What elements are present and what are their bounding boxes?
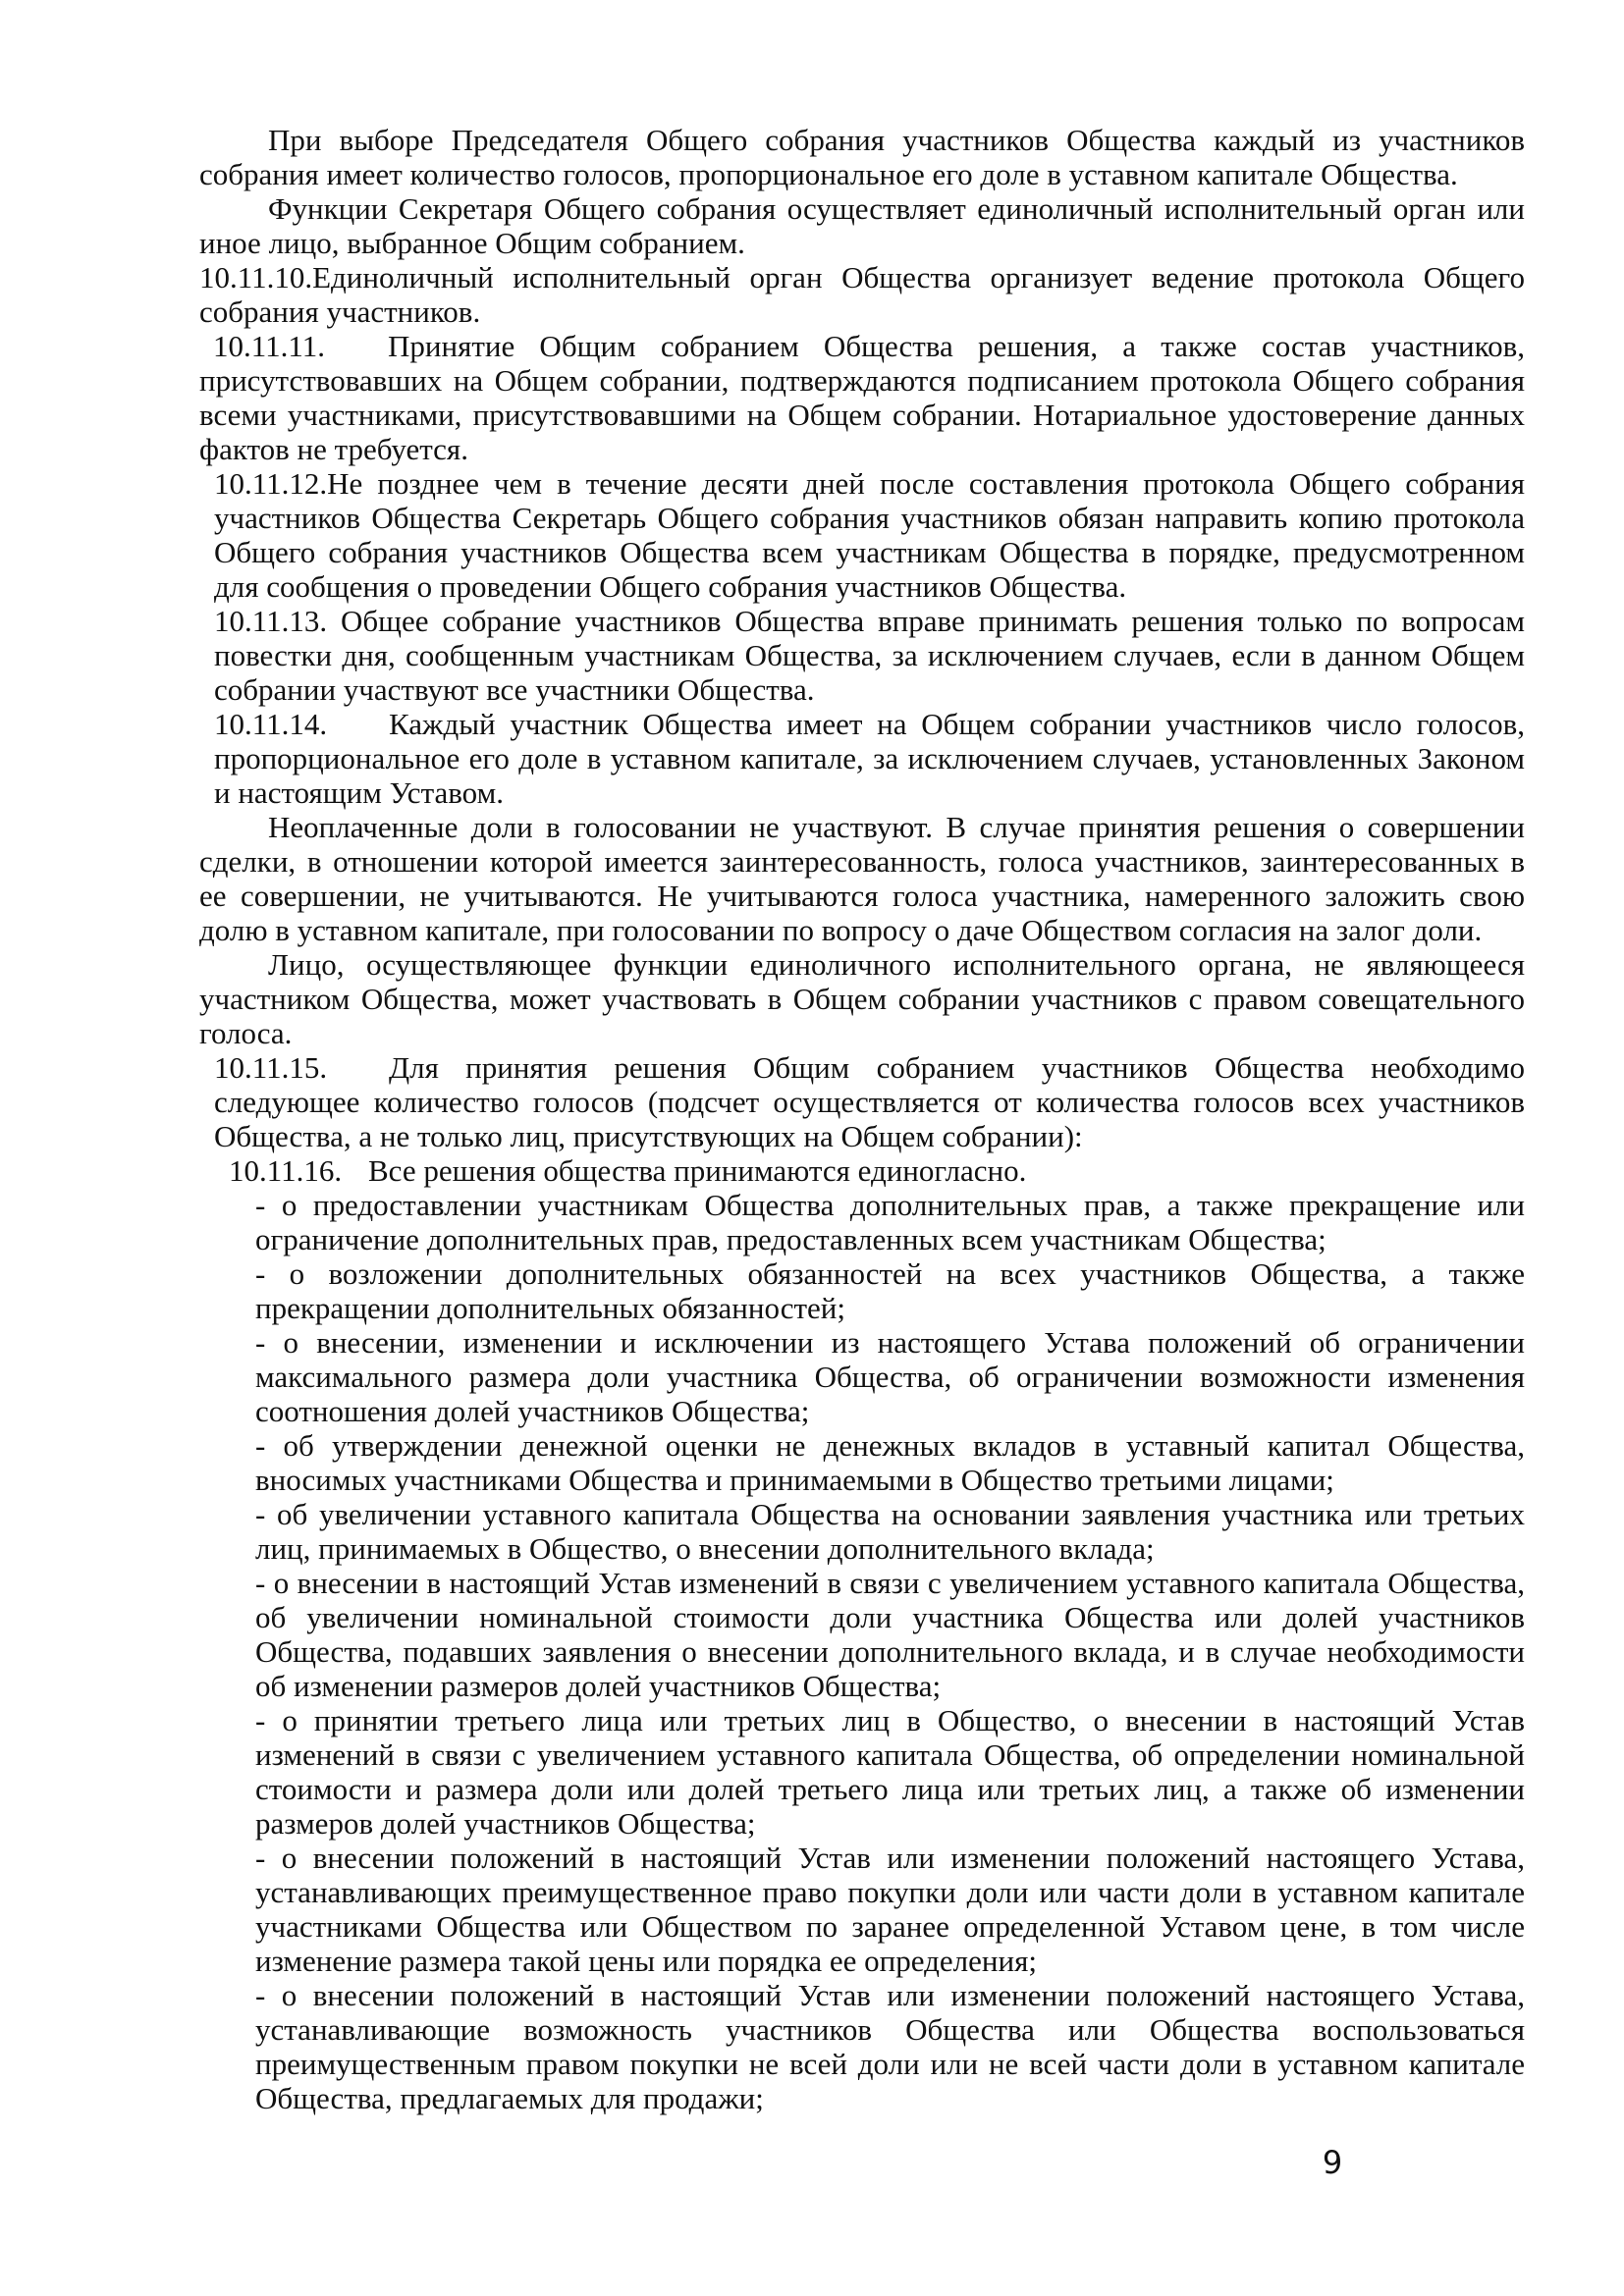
paragraph-secretary <box>199 191 1525 260</box>
clause-text: Принятие Общим собранием Общества решения, а также состав участников, присутствовавших на Общем собрании, подтверждаются подписанием протокола Общего собрания всеми участниками, присутствовавшими на Общем собрании. Нотариальное удостоверение данных фактов не требуется. <box>199 329 1525 466</box>
list-item <box>255 1256 1525 1325</box>
clause-number: 10.11.14. <box>214 707 328 741</box>
clause-text: Для принятия решения Общим собранием участников Общества необходимо следующее количество голосов (подсчет осуществляется от количества голосов всех участников Общества, а не только лиц, присутствующих на Общем собрании): <box>214 1050 1525 1153</box>
list-item-text: - о предоставлении участникам Общества дополнительных прав, а также прекращение или ограничение дополнительных прав, предоставленных всем участникам Общества; <box>255 1188 1525 1256</box>
clause-10-11-14 <box>214 707 1525 810</box>
clause-10-11-10 <box>199 260 1525 329</box>
paragraph-unpaid-shares <box>199 810 1525 947</box>
list-item <box>255 1978 1525 2115</box>
list-item <box>255 1188 1525 1256</box>
list-item <box>255 1566 1525 1703</box>
paragraph-text: Неоплаченные доли в голосовании не участвуют. В случае принятия решения о совершении сделки, в отношении которой имеется заинтересованность, голоса участников, заинтересованных в ее совершении, не учитываются. Не учитываются голоса участника, намеренного заложить свою долю в уставном капитале, при голосовании по вопросу о даче Обществом согласия на залог доли. <box>199 810 1525 947</box>
clause-text: Все решения общества принимаются единогласно. <box>368 1153 1027 1188</box>
clause-text: Не позднее чем в течение десяти дней после составления протокола Общего собрания участников Общества Секретарь Общего собрания участников обязан направить копию протокола Общего собрания участников Общества всем участникам Общества в порядке, предусмотренном для сообщения о проведении Общего собрания участников Общества. <box>214 466 1525 604</box>
paragraph-text: При выборе Председателя Общего собрания участников Общества каждый из участников собрания имеет количество голосов, пропорциональное его доле в уставном капитале Общества. <box>199 123 1525 191</box>
paragraph-executive-advisory <box>199 947 1525 1050</box>
clause-text: Каждый участник Общества имеет на Общем собрании участников число голосов, пропорциональное его доле в уставном капитале, за исключением случаев, установленных Законом и настоящим Уставом. <box>214 707 1525 810</box>
list-item <box>255 1428 1525 1497</box>
list-item-text: - об утверждении денежной оценки не денежных вкладов в уставный капитал Общества, вносимых участниками Общества и принимаемыми в Общество третьими лицами; <box>255 1428 1525 1497</box>
clause-10-11-11 <box>199 329 1525 466</box>
clause-10-11-13 <box>214 604 1525 707</box>
clause-10-11-12 <box>214 466 1525 604</box>
paragraph-text: 10.11.10.Единоличный исполнительный орган Общества организует ведение протокола Общего собрания участников. <box>199 260 1525 329</box>
clause-number: 10.11.12. <box>214 466 328 501</box>
list-item <box>255 1841 1525 1978</box>
list-item-text: - о внесении положений в настоящий Устав или изменении положений настоящего Устава, устанавливающие возможность участников Общества или Общества воспользоваться преимущественным правом покупки не всей доли или не всей части доли в уставном капитале Общества, предлагаемых для продажи; <box>255 1978 1525 2115</box>
list-item <box>255 1497 1525 1566</box>
list-item-text: - о принятии третьего лица или третьих лиц в Общество, о внесении в настоящий Устав изменений в связи с увеличением уставного капитала Общества, об определении номинальной стоимости и размера доли или долей третьего лица или третьих лиц, а также об изменении размеров долей участников Общества; <box>255 1703 1525 1841</box>
clause-text: Общее собрание участников Общества вправе принимать решения только по вопросам повестки дня, сообщенным участникам Общества, за исключением случаев, если в данном Общем собрании участвуют все участники Общества. <box>214 604 1526 707</box>
paragraph-chairman-votes <box>199 123 1525 191</box>
list-item <box>255 1703 1525 1841</box>
clause-10-11-15 <box>214 1050 1525 1153</box>
list-item-text: - о возложении дополнительных обязанностей на всех участников Общества, а также прекращении дополнительных обязанностей; <box>255 1256 1525 1325</box>
clause-number: 10.11.13. <box>214 604 328 638</box>
clause-number: 10.11.15. <box>214 1050 328 1085</box>
paragraph-text: Лицо, осуществляющее функции единоличного исполнительного органа, не являющееся участником Общества, может участвовать в Общем собрании участников с правом совещательного голоса. <box>199 947 1525 1050</box>
paragraph-text: Функции Секретаря Общего собрания осуществляет единоличный исполнительный орган или иное лицо, выбранное Общим собранием. <box>199 191 1525 260</box>
clause-10-11-16 <box>229 1153 1525 1188</box>
list-item <box>255 1325 1525 1428</box>
page-number: 9 <box>1322 2144 1343 2181</box>
list-item-text: - о внесении, изменении и исключении из настоящего Устава положений об ограничении максимального размера доли участника Общества, об ограничении возможности изменения соотношения долей участников Общества; <box>255 1325 1525 1428</box>
clause-number: 10.11.16. <box>229 1153 343 1188</box>
list-item-text: - об увеличении уставного капитала Общества на основании заявления участника или третьих лиц, принимаемых в Общество, о внесении дополнительного вклада; <box>255 1497 1525 1566</box>
list-item-text: - о внесении положений в настоящий Устав или изменении положений настоящего Устава, устанавливающих преимущественное право покупки доли или части доли в уставном капитале участниками Общества или Обществом по заранее определенной Уставом цене, в том числе изменение размера такой цены или порядка ее определения; <box>255 1841 1525 1978</box>
list-item-text: - о внесении в настоящий Устав изменений в связи с увеличением уставного капитала Общества, об увеличении номинальной стоимости доли участника Общества или долей участников Общества, подавших заявления о внесении дополнительного вклада, и в случае необходимости об изменении размеров долей участников Общества; <box>255 1566 1525 1703</box>
clause-number: 10.11.11. <box>213 329 325 363</box>
